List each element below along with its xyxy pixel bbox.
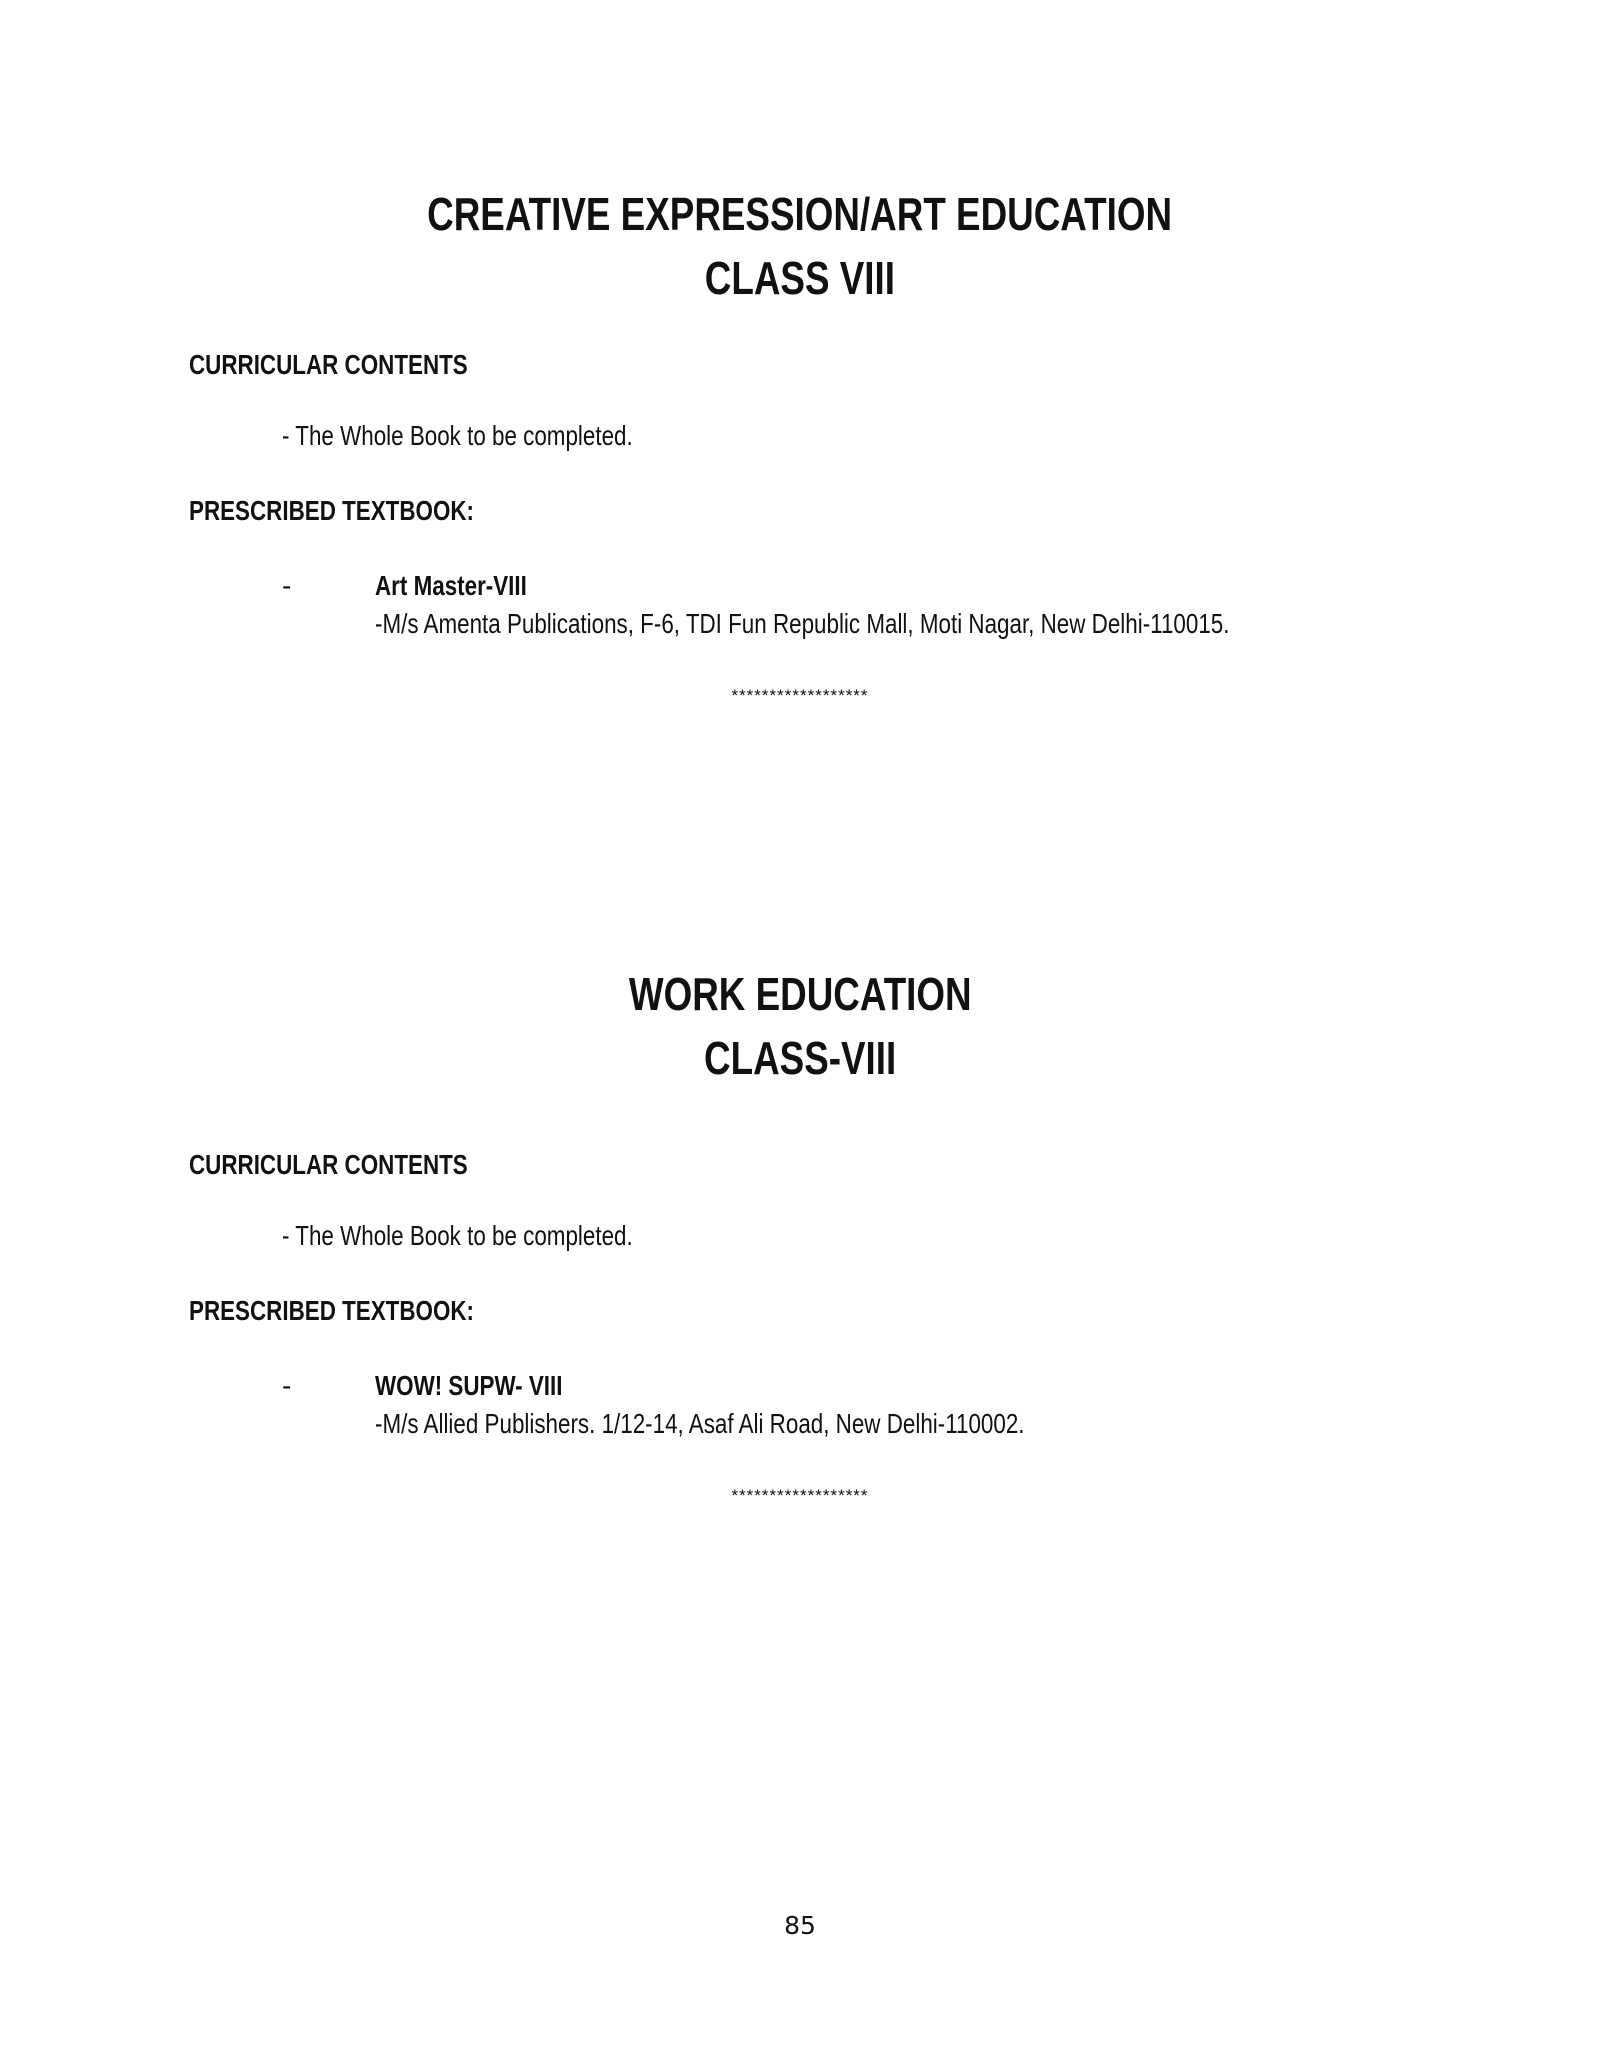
section-2-title bbox=[0, 966, 1600, 1022]
page-number: 85 bbox=[784, 1911, 816, 1940]
section-1-curricular-heading bbox=[189, 348, 537, 382]
section-2-textbook-dash: - bbox=[282, 1370, 292, 1401]
section-1-textbook-publisher-text: -M/s Amenta Publications, F-6, TDI Fun Republic Mall, Moti Nagar, New Delhi-110015. bbox=[375, 608, 1230, 639]
section-1-textbook-dash: - bbox=[282, 570, 292, 601]
section-2-textbook-heading-text: PRESCRIBED TEXTBOOK: bbox=[189, 1295, 474, 1326]
section-1-curricular-item bbox=[282, 419, 720, 453]
section-2-textbook-publisher-text: -M/s Allied Publishers. 1/12-14, Asaf Ali Road, New Delhi-110002. bbox=[375, 1408, 1025, 1439]
section-2-title-text: WORK EDUCATION bbox=[628, 968, 972, 1020]
section-1-class-title-text: CLASS VIII bbox=[704, 252, 896, 304]
section-2-curricular-item-text: - The Whole Book to be completed. bbox=[282, 1220, 633, 1251]
section-2-class-title-text: CLASS-VIII bbox=[703, 1032, 897, 1084]
section-1-title bbox=[0, 186, 1600, 242]
section-1-curricular-item-text: - The Whole Book to be completed. bbox=[282, 420, 633, 451]
section-1-curricular-heading-text: CURRICULAR CONTENTS bbox=[189, 349, 468, 380]
section-2-curricular-heading-text: CURRICULAR CONTENTS bbox=[189, 1149, 468, 1180]
section-1-class-title bbox=[0, 250, 1600, 306]
section-1-separator: ****************** bbox=[731, 686, 869, 705]
section-1-textbook-publisher bbox=[375, 607, 1443, 641]
section-2-textbook-publisher bbox=[375, 1407, 1187, 1441]
section-2-curricular-item bbox=[282, 1219, 720, 1253]
section-2-textbook-title-text: WOW! SUPW- VIII bbox=[375, 1370, 563, 1401]
section-1-textbook-title-text: Art Master-VIII bbox=[375, 570, 527, 601]
section-1-title-text: CREATIVE EXPRESSION/ART EDUCATION bbox=[427, 188, 1173, 240]
section-2-curricular-heading bbox=[189, 1148, 537, 1182]
section-2-separator: ****************** bbox=[731, 1486, 869, 1505]
section-1-textbook-heading-text: PRESCRIBED TEXTBOOK: bbox=[189, 495, 474, 526]
section-2-textbook-heading bbox=[189, 1294, 545, 1328]
section-1-textbook-title bbox=[375, 569, 565, 603]
section-2-textbook-title bbox=[375, 1369, 609, 1403]
section-1-textbook-heading bbox=[189, 494, 545, 528]
section-2-class-title bbox=[0, 1030, 1600, 1086]
